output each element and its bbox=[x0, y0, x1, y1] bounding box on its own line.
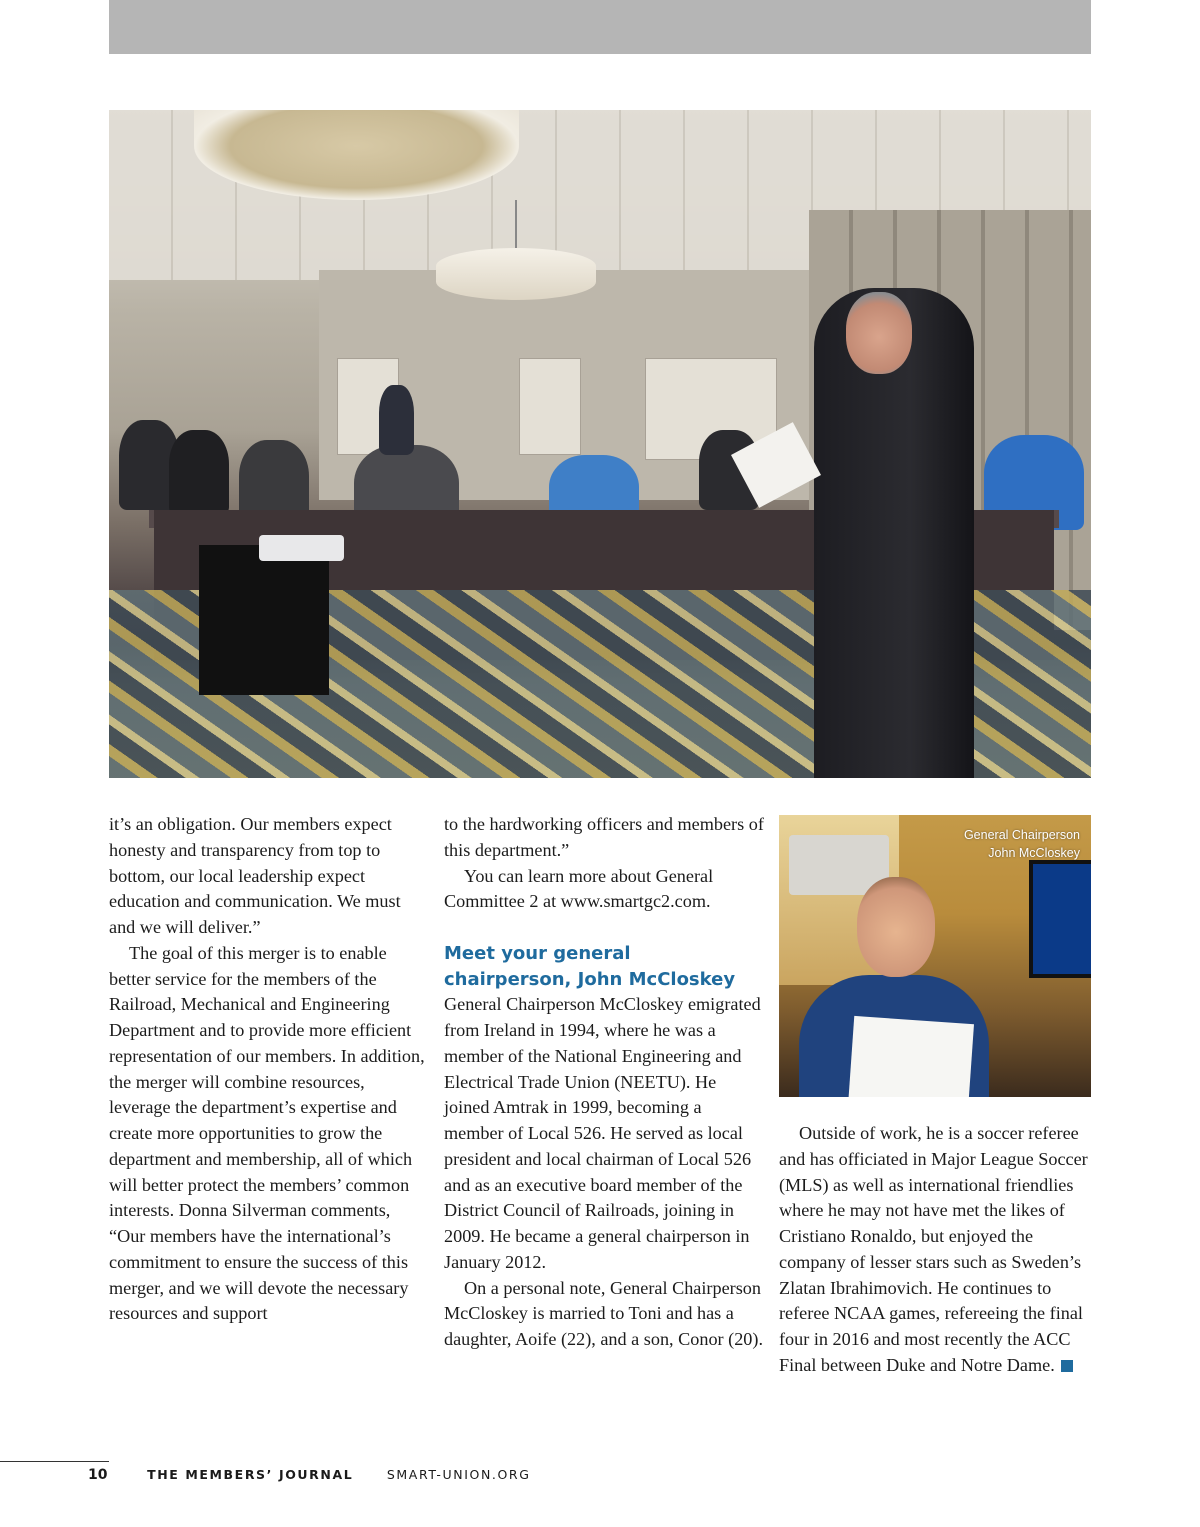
computer-monitor bbox=[1029, 860, 1091, 978]
projector bbox=[259, 535, 344, 561]
speaker-head bbox=[846, 292, 912, 374]
paragraph: it’s an obligation. Our members expect honesty and transparency from top to bottom, our local leadership expect education and communication. We must and we will deliver.” bbox=[109, 814, 401, 937]
photo-caption bbox=[964, 826, 1080, 862]
paragraph-text: Outside of work, he is a soccer referee and has officiated in Major League Soccer (MLS) as well as international friendlies where he may not have met the likes of Cristiano Ronaldo, but enjoyed the company of lesser stars such as Sweden’s Zlatan Ibrahimovich. He continues to referee NCAA games, refereeing the final four in 2016 and most recently the ACC Final between Duke and Notre Dame. bbox=[779, 1123, 1088, 1375]
caption-line: General Chairperson bbox=[963, 828, 1080, 842]
paragraph bbox=[779, 1121, 1094, 1379]
paragraph: General Chairperson McCloskey emigrated from Ireland in 1994, where he was a member of the National Engineering and Electrical Trade Union (NEETU). He joined Amtrak in 1999, becoming a member of Local 526. He served as local president and local chairman of Local 526 and as an executive board member of the District Council of Railroads, joining in 2009. He became a general chairperson in January 2012. bbox=[444, 994, 761, 1272]
person-head bbox=[857, 877, 935, 977]
portrait-photo bbox=[779, 815, 1091, 1097]
page-number: 10 bbox=[88, 1467, 108, 1483]
header-bar bbox=[109, 0, 1091, 54]
ceiling-lamp-small bbox=[436, 248, 596, 300]
journal-name: THE MEMBERS’ JOURNAL bbox=[147, 1467, 354, 1482]
held-paper bbox=[848, 1016, 974, 1097]
paragraph: to the hardworking officers and members of this department.” bbox=[444, 814, 764, 860]
attendee-standing bbox=[379, 385, 414, 455]
article-column-2 bbox=[444, 812, 764, 1353]
page-footer bbox=[88, 1467, 531, 1483]
paragraph: You can learn more about General Committee 2 at www.smartgc2.com. bbox=[444, 865, 714, 912]
lamp-cord bbox=[515, 200, 517, 250]
end-mark-icon bbox=[1061, 1360, 1073, 1372]
projector-cart bbox=[199, 545, 329, 695]
article-column-1 bbox=[109, 812, 429, 1327]
footer-rule bbox=[0, 1461, 109, 1462]
meeting-room-photo bbox=[109, 110, 1091, 778]
article-column-3 bbox=[779, 1121, 1094, 1379]
paragraph: The goal of this merger is to enable better service for the members of the Railroad, Mechanical and Engineering Department and to provide more efficient representation of our members. In addition, the merger will combine resources, leverage the department’s expertise and create more opportunities to grow the department and membership, all of which will better protect the members’ common interests. Donna Silverman comments, “Our members have the international’s commitment to ensure the success of this merger, and we will devote the necessary resources and support bbox=[109, 942, 425, 1324]
caption-line: John McCloskey bbox=[988, 846, 1080, 860]
paragraph: On a personal note, General Chairperson McCloskey is married to Toni and has a daughter, Aoife (22), and a son, Conor (20). bbox=[444, 1277, 763, 1349]
section-subhead: Meet your general chairperson, John McCloskey bbox=[444, 942, 736, 990]
website: SMART-UNION.ORG bbox=[386, 1467, 531, 1482]
door-center bbox=[519, 358, 581, 455]
attendee bbox=[169, 430, 229, 515]
